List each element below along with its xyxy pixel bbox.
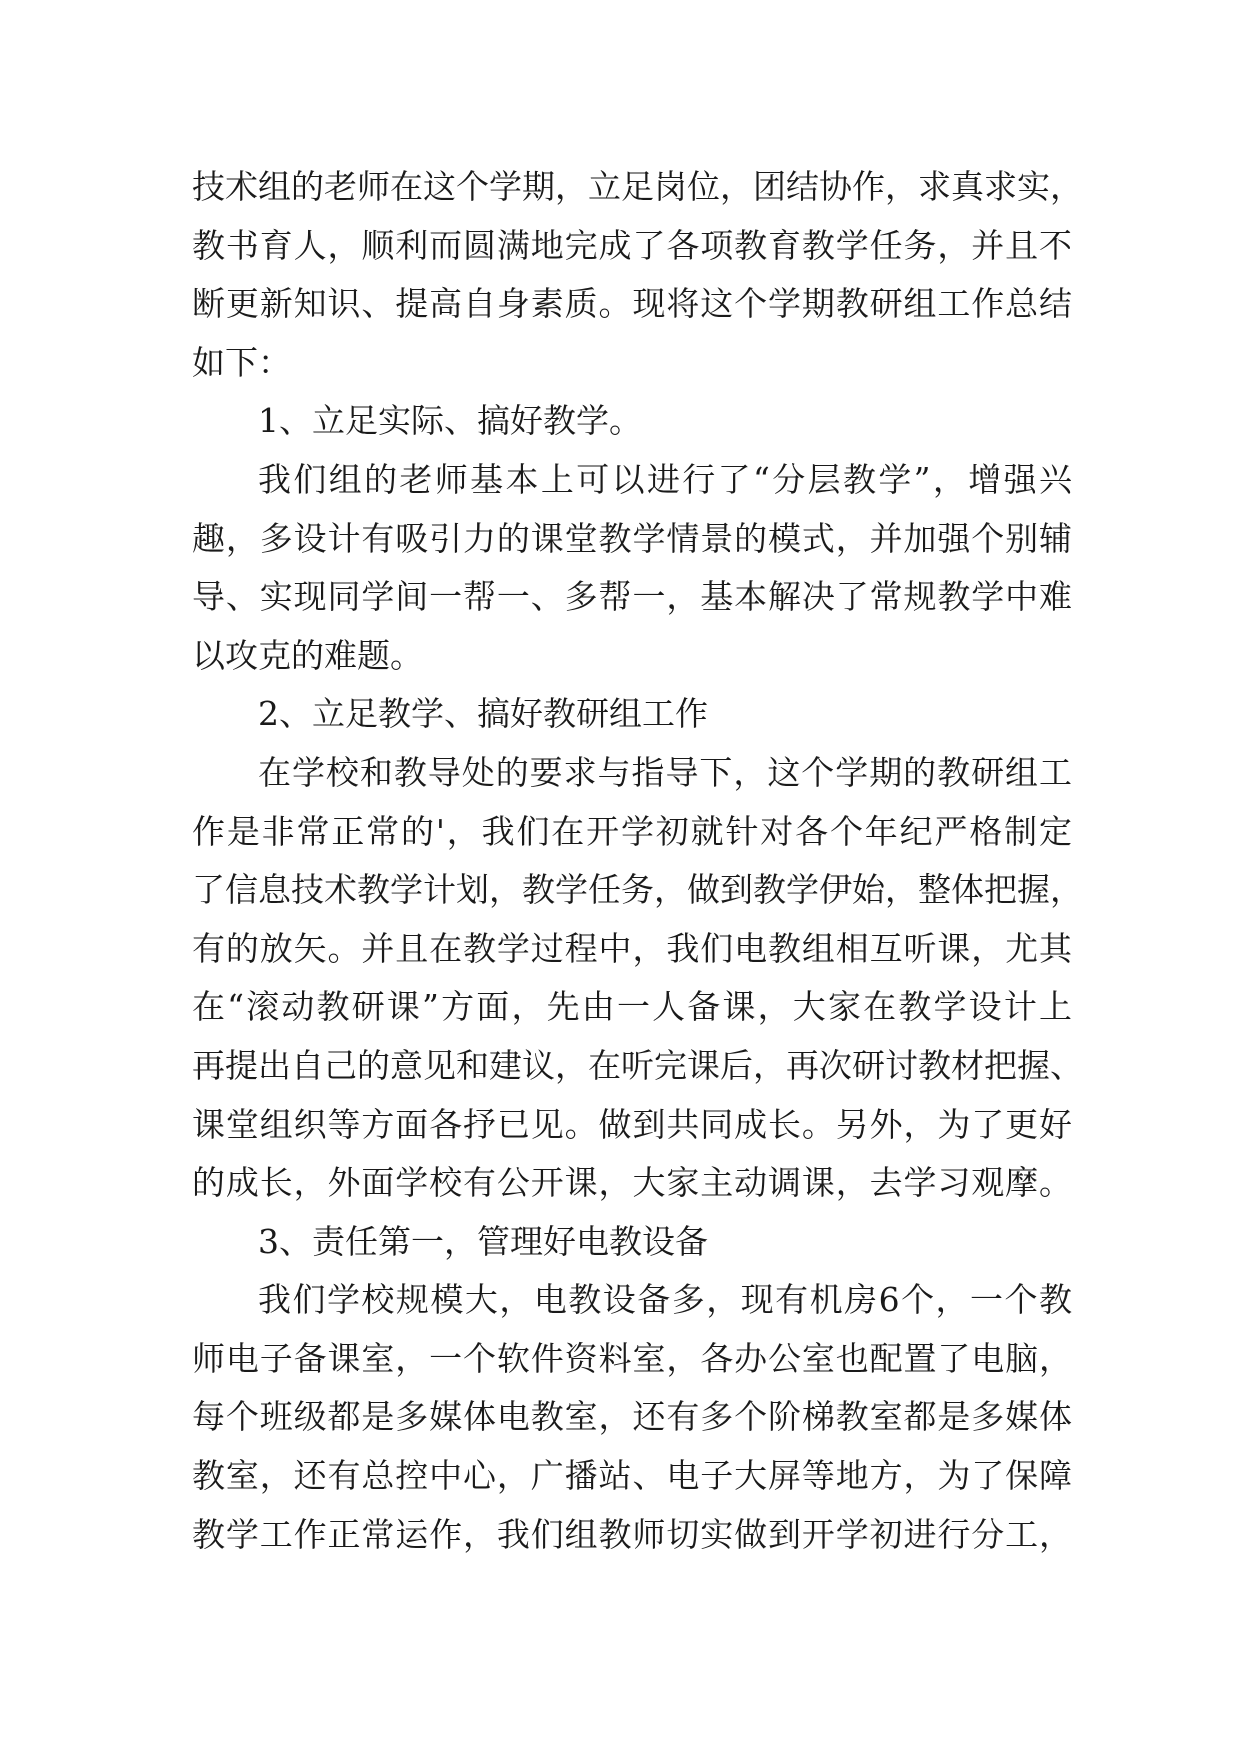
document-body bbox=[192, 158, 1083, 1564]
text-line: 课堂组织等方面各抒已见。做到共同成长。另外，为了更好 bbox=[192, 1104, 1072, 1144]
text-line: 教书育人，顺利而圆满地完成了各项教育教学任务，并且不 bbox=[192, 225, 1072, 265]
text-line: 以攻克的难题。 bbox=[192, 635, 423, 675]
text-line: 我们组的老师基本上可以进行了“分层教学”，增强兴 bbox=[258, 459, 1072, 499]
text-line: 我们学校规模大，电教设备多，现有机房6个，一个教 bbox=[258, 1280, 1072, 1320]
text-line: 技术组的老师在这个学期，立足岗位，团结协作，求真求实， bbox=[192, 167, 1083, 206]
text-line: 的成长，外面学校有公开课，大家主动调课，去学习观摩。 bbox=[192, 1163, 1072, 1203]
text-line: 每个班级都是多媒体电教室，还有多个阶梯教室都是多媒体 bbox=[192, 1397, 1072, 1437]
section-heading-3: 3、责任第一，管理好电教设备 bbox=[258, 1221, 708, 1261]
text-line: 教学工作正常运作，我们组教师切实做到开学初进行分工， bbox=[192, 1514, 1072, 1554]
text-line: 有的放矢。并且在教学过程中，我们电教组相互听课，尤其 bbox=[192, 928, 1072, 968]
text-line: 在“滚动教研课”方面，先由一人备课，大家在教学设计上 bbox=[192, 987, 1072, 1027]
text-line: 趣，多设计有吸引力的课堂教学情景的模式，并加强个别辅 bbox=[192, 518, 1072, 558]
text-line: 作是非常正常的'，我们在开学初就针对各个年纪严格制定 bbox=[192, 811, 1072, 851]
text-line: 了信息技术教学计划，教学任务，做到教学伊始，整体把握， bbox=[192, 870, 1083, 910]
section-heading-1: 1、立足实际、搞好教学。 bbox=[258, 401, 642, 441]
text-line: 导、实现同学间一帮一、多帮一，基本解决了常规教学中难 bbox=[192, 577, 1072, 617]
text-line: 在学校和教导处的要求与指导下，这个学期的教研组工 bbox=[258, 752, 1072, 792]
text-line: 再提出自己的意见和建议，在听完课后，再次研讨教材把握、 bbox=[192, 1045, 1083, 1085]
text-line: 断更新知识、提高自身素质。现将这个学期教研组工作总结 bbox=[192, 284, 1072, 324]
text-line: 如下： bbox=[192, 342, 291, 382]
text-line: 教室，还有总控中心，广播站、电子大屏等地方，为了保障 bbox=[192, 1456, 1072, 1496]
text-line: 师电子备课室，一个软件资料室，各办公室也配置了电脑， bbox=[192, 1338, 1072, 1378]
section-heading-2: 2、立足教学、搞好教研组工作 bbox=[258, 694, 708, 734]
